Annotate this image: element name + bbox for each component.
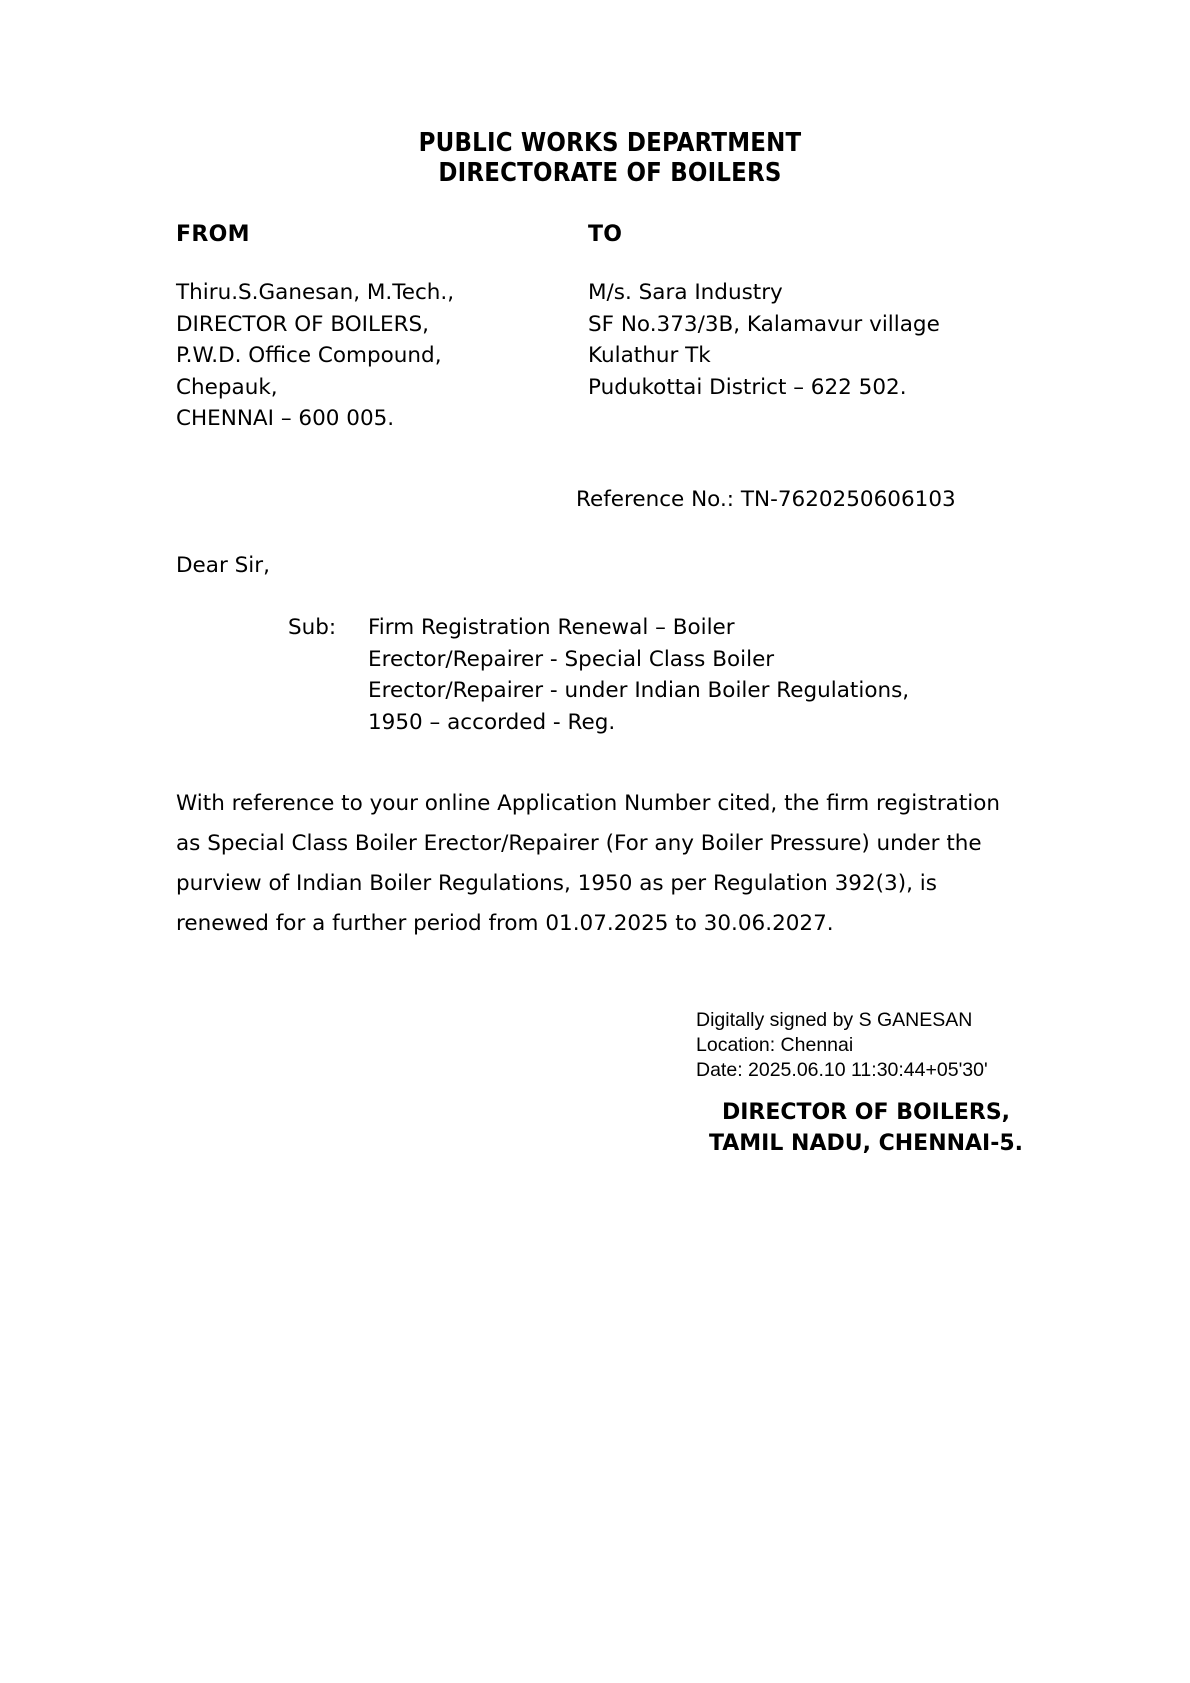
signatory-title-line-2: TAMIL NADU, CHENNAI-5. <box>708 1131 1024 1157</box>
from-line: DIRECTOR OF BOILERS, <box>176 311 430 337</box>
from-heading: FROM <box>176 222 250 248</box>
to-column <box>588 222 1044 403</box>
body-line: purview of Indian Boiler Regulations, 1950 as per Regulation 392(3), is <box>176 871 937 897</box>
body-paragraph <box>176 784 1038 944</box>
from-line: P.W.D. Office Compound, <box>176 343 442 369</box>
letterhead <box>176 128 1044 188</box>
signatory-title-line-1: DIRECTOR OF BOILERS, <box>721 1100 1011 1126</box>
from-line: CHENNAI – 600 005. <box>176 406 395 432</box>
to-line: Kulathur Tk <box>588 343 711 369</box>
to-heading: TO <box>588 222 623 248</box>
letterhead-line-2: DIRECTORATE OF BOILERS <box>438 158 782 189</box>
subject-line: Firm Registration Renewal – Boiler <box>368 615 735 641</box>
to-line: Pudukottai District – 622 502. <box>588 374 907 400</box>
digital-signature-signer: Digitally signed by S GANESAN <box>696 1009 973 1032</box>
subject-label: Sub: <box>288 615 337 641</box>
reference-number: Reference No.: TN-7620250606103 <box>576 487 956 513</box>
letterhead-line-1: PUBLIC WORKS DEPARTMENT <box>418 128 802 158</box>
address-block <box>176 222 1044 432</box>
body-line: With reference to your online Application Number cited, the firm registration <box>176 791 1001 817</box>
subject-line: Erector/Repairer - Special Class Boiler <box>368 646 775 672</box>
to-line: M/s. Sara Industry <box>588 280 783 306</box>
from-line: Chepauk, <box>176 374 278 400</box>
subject-line: Erector/Repairer - under Indian Boiler Regulations, <box>368 678 910 704</box>
salutation: Dear Sir, <box>176 553 270 579</box>
subject-text <box>288 612 1044 738</box>
digital-signature-location: Location: Chennai <box>696 1034 854 1057</box>
subject-line: 1950 – accorded - Reg. <box>368 709 616 735</box>
from-line: Thiru.S.Ganesan, M.Tech., <box>176 280 455 306</box>
signature-block <box>176 1008 1044 1159</box>
from-column <box>176 222 576 435</box>
letter-content <box>176 0 1044 1159</box>
body-line: as Special Class Boiler Erector/Repairer (For any Boiler Pressure) under the <box>176 831 982 857</box>
to-line: SF No.373/3B, Kalamavur village <box>588 311 940 337</box>
body-line: renewed for a further period from 01.07.2025 to 30.06.2027. <box>176 911 834 937</box>
digital-signature-date: Date: 2025.06.10 11:30:44+05'30' <box>696 1059 988 1082</box>
subject-block <box>176 612 1044 738</box>
